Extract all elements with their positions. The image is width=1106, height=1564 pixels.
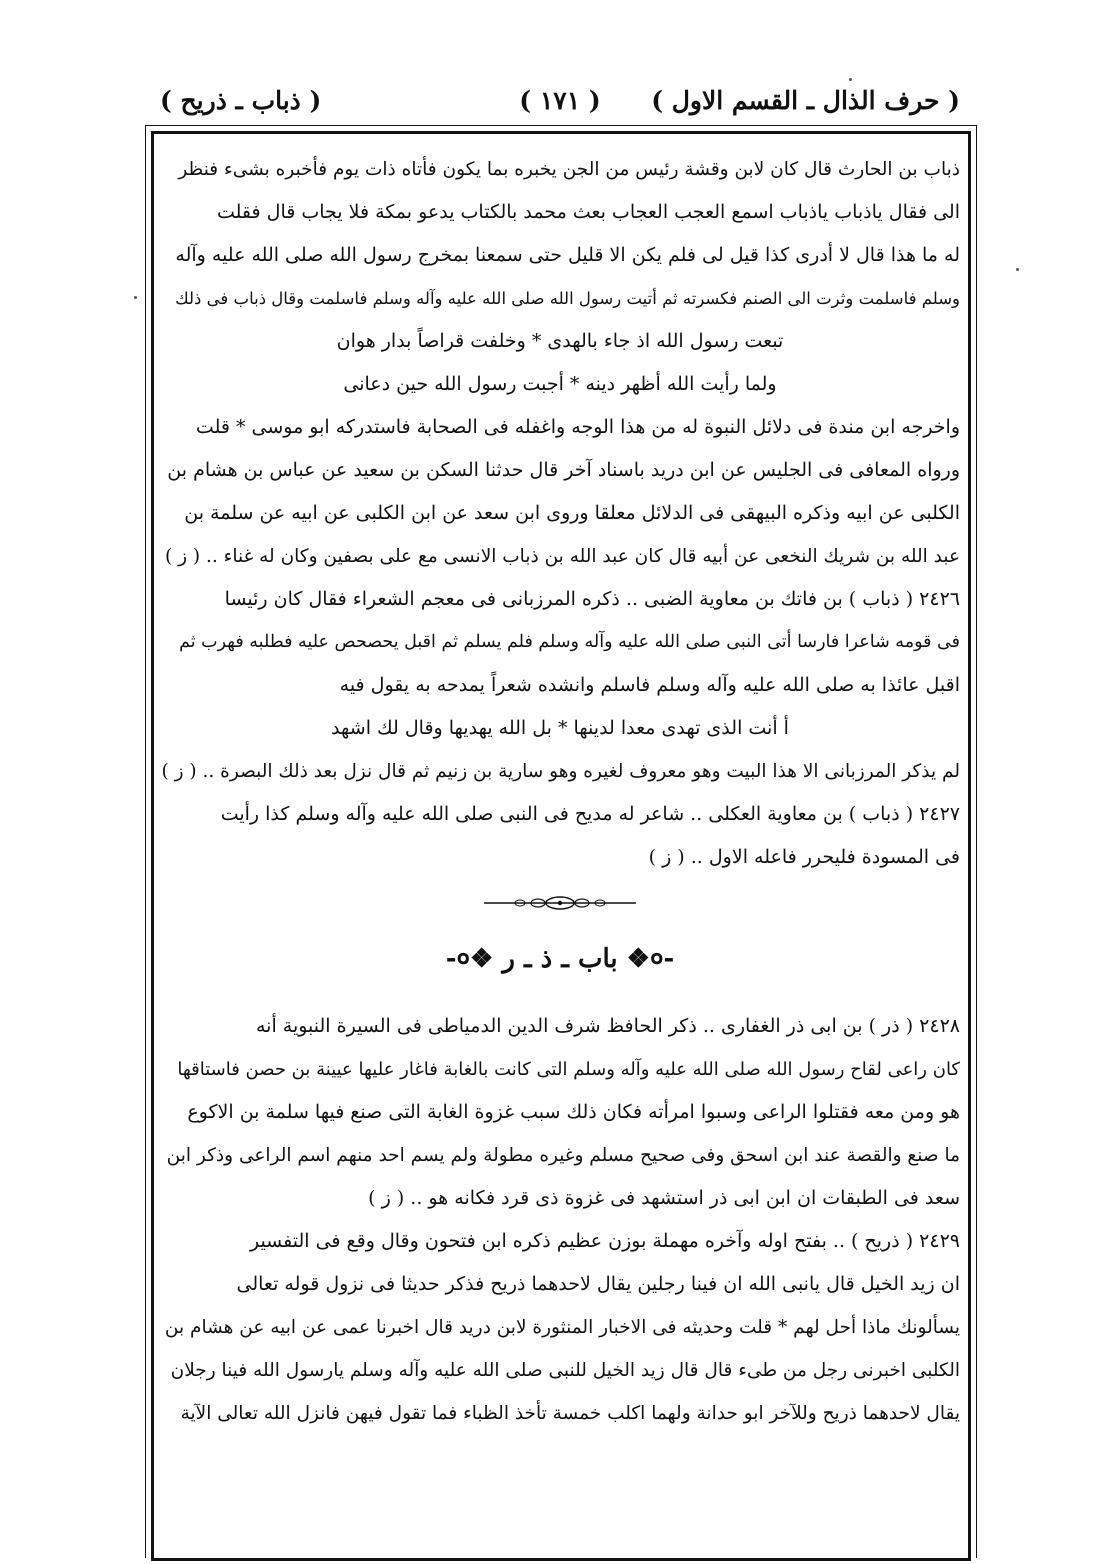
section-divider-ornament: [160, 879, 960, 927]
text-line: الكلبى عن ابيه وذكره البيهقى فى الدلائل معلقا وروى ابن سعد عن ابن الكلبى عن ابيه عن سلمة بن: [184, 502, 960, 524]
poetry-verse: أ أنت الذى تهدى معدا لدينها * بل الله يهديها وقال لك اشهد: [331, 717, 789, 739]
spacer: [160, 991, 960, 1005]
entry-2428-line: هو ومن معه فقتلوا الراعى وسبوا امرأته فكان ذلك سبب غزوة الغابة التى صنع فيها سلمة بن الاكوع: [187, 1101, 960, 1123]
text-line: الى فقال ياذباب ياذباب اسمع العجب العجاب بعث محمد بالكتاب يدعو بمكة فلا يجاب قال فقلت: [216, 201, 960, 223]
entry-2428-line: ٢٤٢٨ ( ذر ) بن ابى ذر الغفارى .. ذكر الحافظ شرف الدين الدمياطى فى السيرة النبوية أنه: [255, 1015, 960, 1037]
scan-speck: [849, 78, 852, 81]
page-number: ( ١٧١ ): [519, 86, 601, 115]
entry-2427-line: فى المسودة فليحرر فاعله الاول .. ( ز ): [648, 846, 960, 868]
text-line: له ما هذا قال لا أدرى كذا قيل لى فلم يكن الا قليل حتى سمعنا بمخرج رسول الله صلى الله عليه وآله: [175, 244, 960, 266]
entry-2428-line: كان راعى لقاح رسول الله صلى الله عليه وآله وسلم التى كانت بالغابة فاغار عليها عيينة بن حصن فاستاقها: [177, 1059, 960, 1080]
entry-2426-line: ٢٤٢٦ ( ذباب ) بن فاتك بن معاوية الضبى .. ذكره المرزبانى فى معجم الشعراء فقال كان رئيسا: [224, 588, 960, 610]
entry-2426-line: لم يذكر المرزبانى الا هذا البيت وهو معروف لغيره وهو سارية بن زنيم ثم قال نزل بعد ذلك البصرة .. ( ز ): [161, 761, 960, 782]
running-head-entries: ( ذباب ـ ذريح ): [160, 86, 322, 115]
chapter-heading: [160, 927, 960, 991]
page-header: [160, 86, 960, 126]
text-line: عبد الله بن شريك النخعى عن أبيه قال كان عبد الله بن ذباب الانسى مع على بصفين وكان له غناء .. ( ز ): [165, 546, 960, 567]
text-line: ذباب بن الحارث قال كان لابن وقشة رئيس من الجن يخبره بما يكون فأتاه ذات يوم فأخبره بشىء فنظر: [178, 159, 960, 180]
page-body: [160, 148, 960, 1435]
entry-2429-line: ان زيد الخيل قال يانبى الله ان فينا رجلين يقال لاحدهما ذريح فذكر حديثا فى نزول قوله تعالى: [236, 1273, 960, 1295]
running-head-section: ( حرف الذال ـ القسم الاول ): [651, 86, 960, 115]
ornament-icon: ❖०-: [445, 944, 494, 974]
text-line: ورواه المعافى فى الجليس عن ابن دريد باسناد آخر قال حدثنا السكن بن سعيد عن عباس بن هشام بن: [167, 459, 960, 481]
entry-2428-line: ما صنع والقصة عند ابن اسحق وفى صحيح مسلم وغيره مطولة ولم يسم احد منهم اسم الراعى وذكر ابن: [166, 1145, 960, 1166]
ornament-icon: -०❖: [626, 944, 675, 974]
poetry-verse: ولما رأيت الله أظهر دينه * أجبت رسول الله حين دعانى: [343, 373, 777, 395]
scan-speck: [1016, 268, 1019, 271]
entry-2428-line: سعد فى الطبقات ان ابن ابى ذر استشهد فى غزوة ذى قرد فكانه هو .. ( ز ): [368, 1187, 960, 1209]
entry-2429-line: ٢٤٢٩ ( ذريح ) .. بفتح اوله وآخره مهملة بوزن عظيم ذكره ابن فتحون وقال وقع فى التفسير: [249, 1230, 960, 1252]
entry-2429-line: يسألونك ماذا أحل لهم * قلت وحديثه فى الاخبار المنثورة لابن دريد قال اخبرنا عمى عن ابيه عن هشام بن: [164, 1317, 960, 1338]
ornament-icon: [480, 895, 640, 911]
scan-speck: [134, 296, 137, 299]
text-line: واخرجه ابن مندة فى دلائل النبوة له من هذا الوجه واغفله فى الصحابة فاستدركه ابو موسى * قلت: [195, 416, 960, 438]
entry-2426-line: فى قومه شاعرا فارسا أتى النبى صلى الله عليه وآله وسلم فلم يسلم ثم اقبل يحصحص عليه فطلبه فهرب ثم: [179, 632, 960, 652]
entry-2426-line: اقبل عائذا به صلى الله عليه وآله وسلم فاسلم وانشده شعراً يمدحه به يقول فيه: [339, 674, 960, 696]
entry-2427-line: ٢٤٢٧ ( ذباب ) بن معاوية العكلى .. شاعر له مديح فى النبى صلى الله عليه وآله وسلم كذا رأيت: [220, 803, 960, 825]
poetry-verse: تبعت رسول الله اذ جاء بالهدى * وخلفت قراصاً بدار هوان: [336, 330, 784, 352]
chapter-title: باب ـ ذ ـ ر: [502, 944, 618, 974]
entry-2429-line: يقال لاحدهما ذريح وللآخر ابو حدانة ولهما اكلب خمسة تأخذ الظباء فما تقول فيهن فانزل الله تعالى الآية: [180, 1403, 960, 1424]
text-line: وسلم فاسلمت وثرت الى الصنم فكسرته ثم أتيت رسول الله صلى الله عليه وآله وسلم فاسلمت وقال ذباب فى ذلك: [175, 289, 960, 308]
entry-2429-line: الكلبى اخبرنى رجل من طىء قال قال زيد الخيل للنبى صلى الله عليه وآله وسلم يارسول الله فينا رجلان: [170, 1360, 960, 1381]
